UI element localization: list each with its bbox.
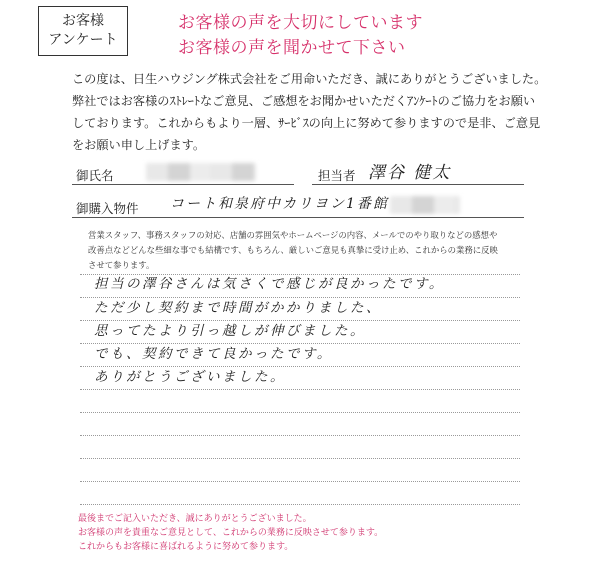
instruction-line: 営業スタッフ、事務スタッフの対応、店舗の雰囲気やホームページの内容、メールでのやり取りなどの感想や xyxy=(88,230,498,240)
name-underline xyxy=(72,184,294,185)
staff-underline xyxy=(312,184,524,185)
closing-message xyxy=(78,512,538,554)
staff-label: 担当者 xyxy=(318,168,356,183)
headline-2: お客様の声を聞かせて下さい xyxy=(178,38,406,58)
name-redaction xyxy=(146,163,256,181)
intro-line: しております。これからもより一層、ｻｰﾋﾞｽの向上に努めて参りますので是非、ご意見 xyxy=(72,116,541,130)
survey-tag-line-1: お客様 xyxy=(62,13,104,29)
intro-line: をお願い申し上げます。 xyxy=(72,138,206,152)
feedback-instructions xyxy=(88,228,528,273)
intro-paragraph xyxy=(72,68,552,156)
ruled-line xyxy=(80,412,520,413)
closing-line: 最後までご記入いただき、誠にありがとうございました。 xyxy=(78,514,312,524)
property-redaction xyxy=(390,196,460,214)
instruction-line: 改善点などどんな些細な事でも結構です、もちろん、厳しいご意見も真摯に受け止め、これからの業務に反映 xyxy=(88,245,498,255)
closing-line: お客様の声を貴重なご意見として、これからの業務に反映させて参ります。 xyxy=(78,528,384,538)
ruled-line xyxy=(80,481,520,482)
survey-tag xyxy=(38,6,128,56)
ruled-line xyxy=(80,458,520,459)
closing-line: これからもお客様に喜ばれるように努めて参ります。 xyxy=(78,542,294,552)
headline-1: お客様の声を大切にしています xyxy=(178,13,423,33)
ruled-line xyxy=(80,435,520,436)
name-label: 御氏名 xyxy=(76,168,114,183)
intro-line: 弊社ではお客様のｽﾄﾚｰﾄなご意見、ご感想をお聞かせいただくｱﾝｹｰﾄのご協力をお願い xyxy=(72,94,536,108)
comment-line: 思ってたより引っ越しが伸びました。 xyxy=(94,323,366,339)
property-value: コート和泉府中カリヨン1番館 xyxy=(170,196,389,212)
ruled-line xyxy=(80,504,520,505)
survey-tag-line-2: アンケート xyxy=(48,32,118,48)
comment-line: でも、契約できて良かったです。 xyxy=(94,346,333,362)
comment-line: 担当の澤谷さんは気さくで感じが良かったです。 xyxy=(94,276,445,292)
property-label: 御購入物件 xyxy=(76,201,139,216)
property-underline xyxy=(72,217,524,218)
comment-line: ありがとうございました。 xyxy=(94,369,286,385)
staff-value: 澤谷 健太 xyxy=(368,163,452,183)
intro-line: この度は、日生ハウジング株式会社をご用命いただき、誠にありがとうございました。 xyxy=(72,72,547,86)
instruction-line: させて参ります。 xyxy=(88,260,155,270)
comment-line: ただ少し契約まで時間がかかりました、 xyxy=(94,300,382,316)
ruled-line xyxy=(80,389,520,390)
